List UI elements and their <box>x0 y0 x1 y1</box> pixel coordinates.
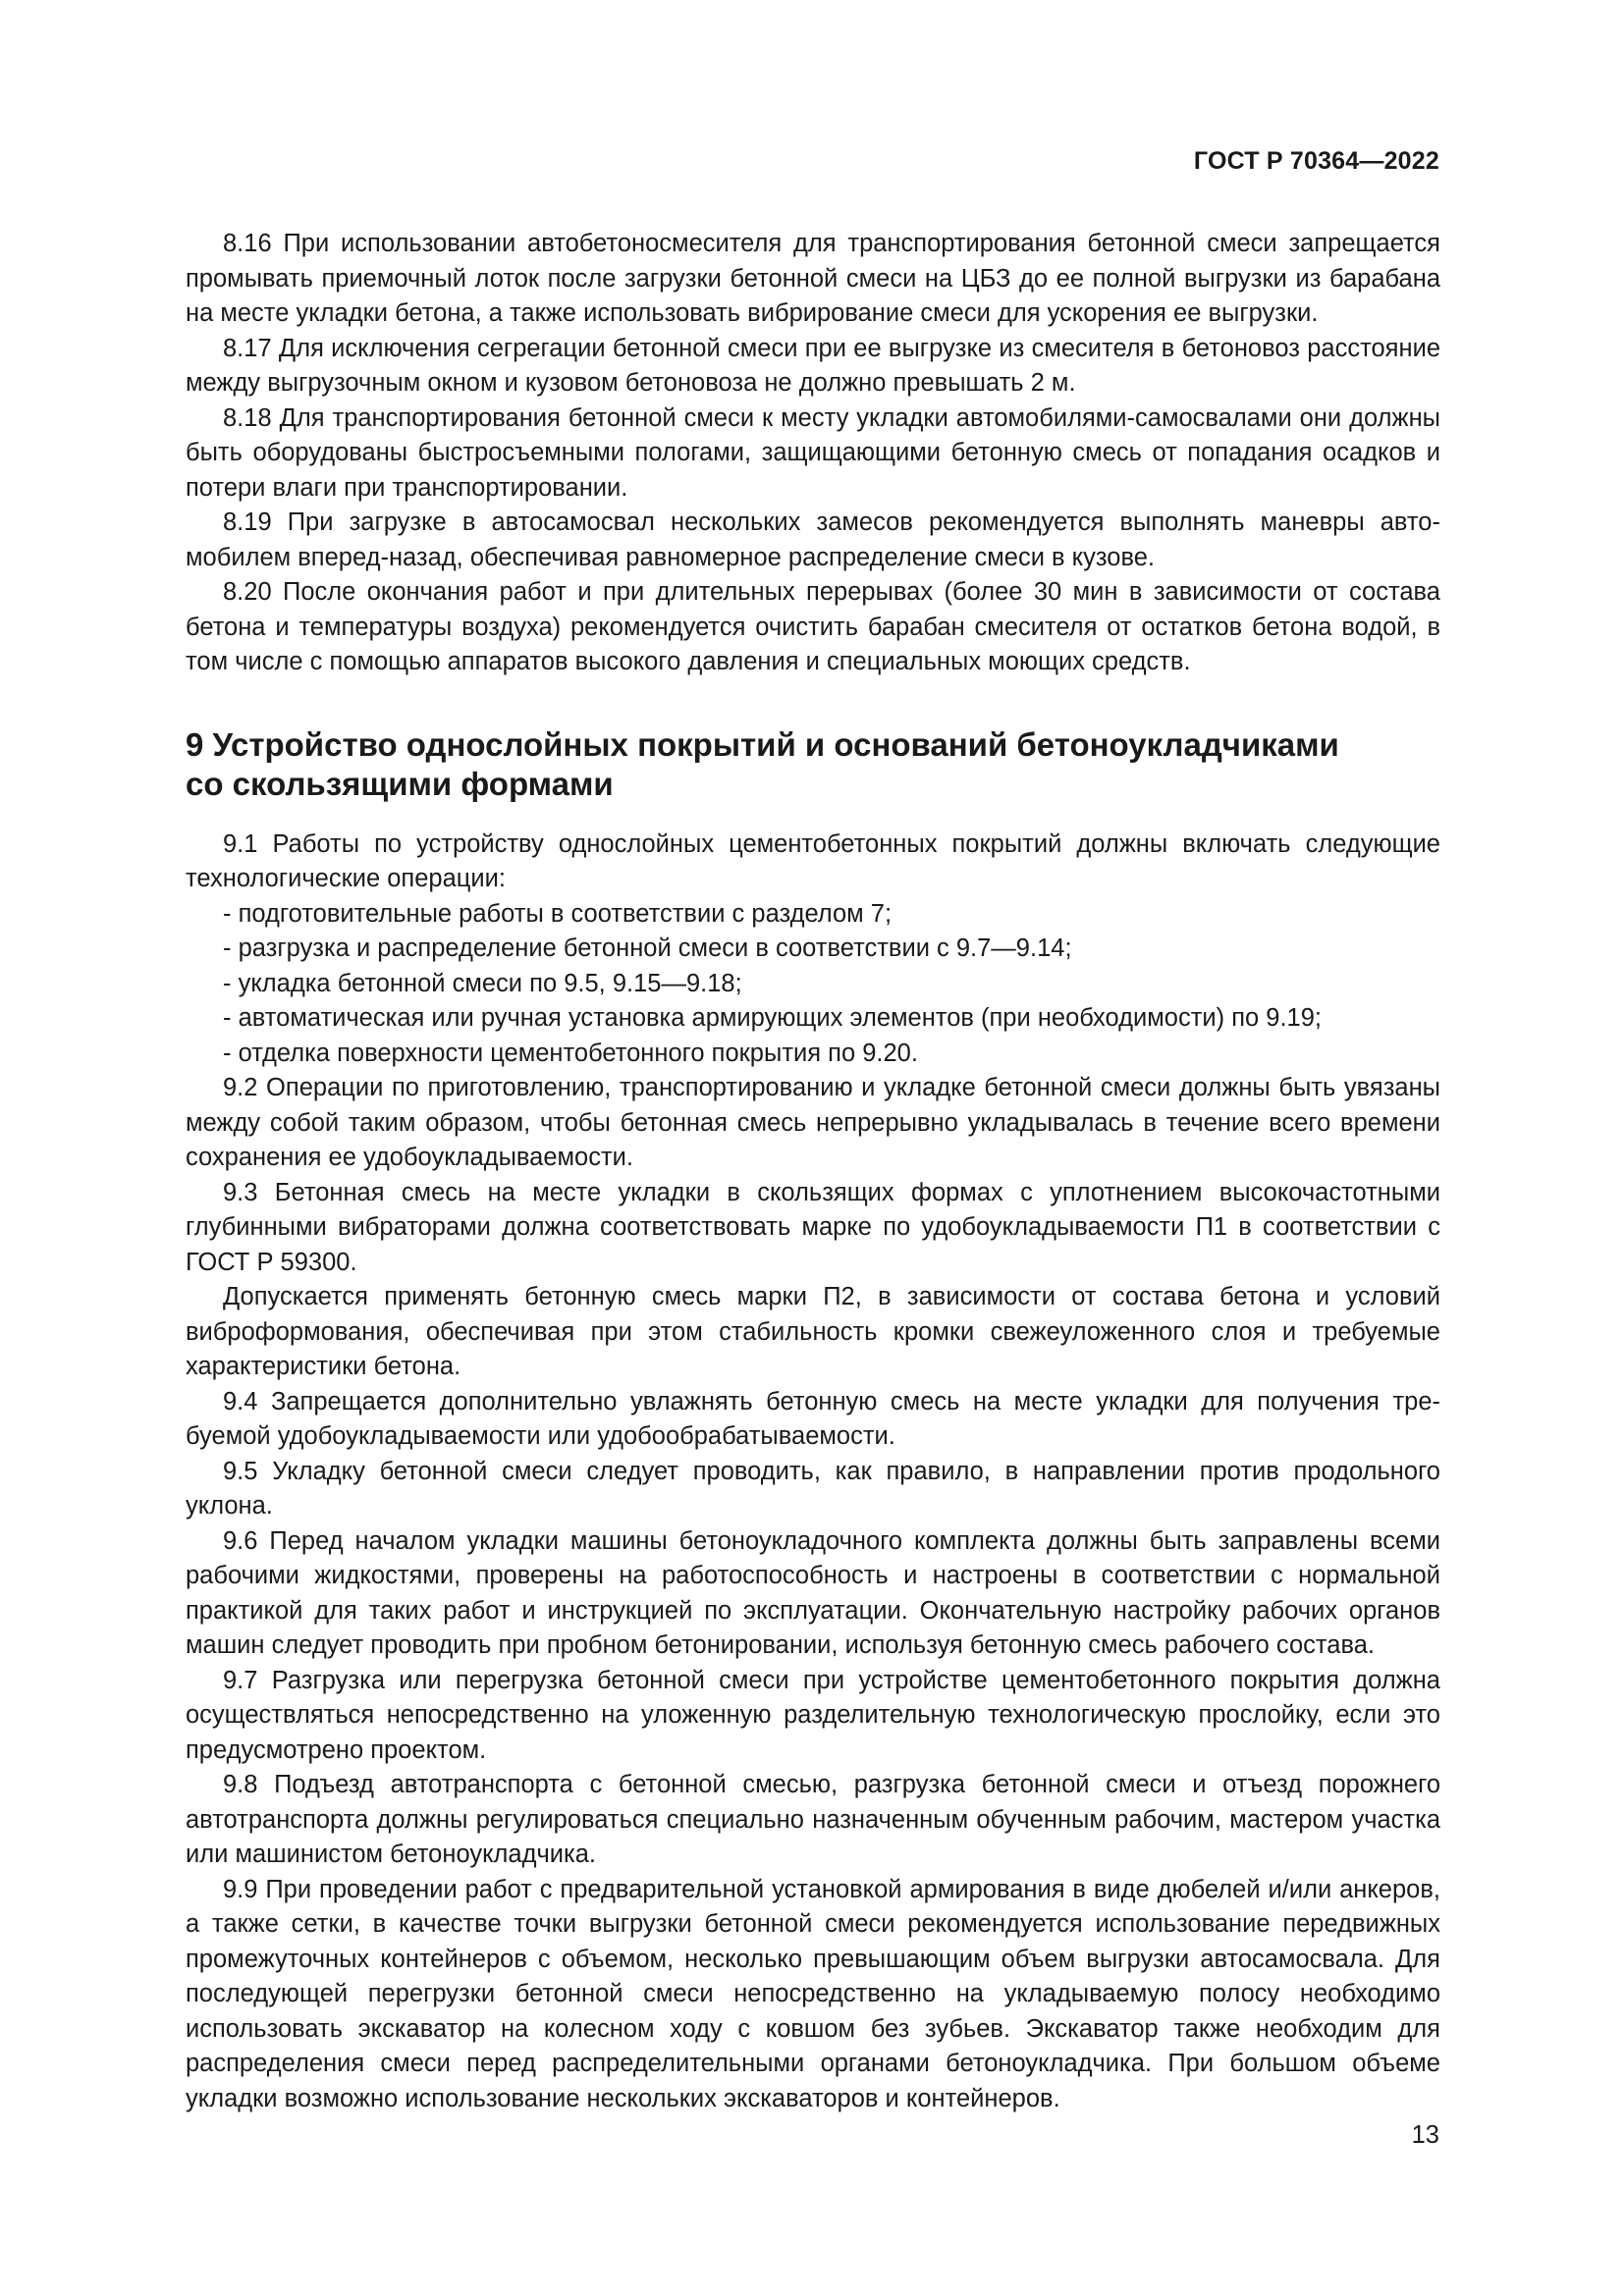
list-item: - подготовительные работы в соответствии с разделом 7; <box>223 899 893 928</box>
paragraph-9-2: 9.2 Операции по приготовлению, транспортированию и укладке бетонной смеси должны быть увязаны между собой таким образом, чтобы бетонная смесь непрерывно укладывалась в течение всего времени сохранения ее удобоукладываемости. <box>186 1074 1440 1171</box>
paragraph-9-3: 9.3 Бетонная смесь на месте укладки в скользящих формах с уплотнением высокочастотными глубинными вибраторами должна соответствовать марке по удобоукладываемости П1 в соответствии с ГОСТ Р 59300. <box>186 1178 1440 1276</box>
paragraph-9-1: 9.1 Работы по устройству однослойных цементобетонных покрытий должны включать следующие технологические операции: <box>186 829 1440 892</box>
list-item: - отделка поверхности цементобетонного покрытия по 9.20. <box>223 1039 918 1067</box>
paragraph-8-16: 8.16 При использовании автобетоносмесителя для транспортирования бетонной смеси запрещается промывать приемочный лоток после загрузки бетонной смеси на ЦБЗ до ее полной выгрузки из барабана на месте укладки бетона, а также использовать вибрирование смеси для ускорения ее выгрузки. <box>186 230 1440 327</box>
paragraph-9-7: 9.7 Разгрузка или перегрузка бетонной смеси при устройстве цементобетонного покрытия должна осуществляться непосредственно на уложенную разделительную технологическую прослойку, если это предусмотрено проектом. <box>186 1666 1440 1764</box>
document-header: ГОСТ Р 70364—2022 <box>1193 147 1439 175</box>
list-item: - разгрузка и распределение бетонной смеси в соответствии с 9.7—9.14; <box>223 934 1072 962</box>
list-item: - укладка бетонной смеси по 9.5, 9.15—9.18; <box>223 969 742 997</box>
section-heading-line-1: 9 Устройство однослойных покрытий и оснований бетоноукладчиками <box>186 725 1339 763</box>
paragraph-8-17: 8.17 Для исключения сегрегации бетонной смеси при ее выгрузке из смесителя в бетоновоз расстояние между выгрузочным окном и кузовом бетоновоза не должно превышать 2 м. <box>186 334 1440 397</box>
section-heading-line-2: со скользящими формами <box>186 765 614 802</box>
list-item: - автоматическая или ручная установка армирующих элементов (при необходимости) по 9.19; <box>223 1004 1322 1032</box>
paragraph-9-4: 9.4 Запрещается дополнительно увлажнять бетонную смесь на месте укладки для получения требуемой удобоукладываемости или удобообрабатываемости. <box>186 1387 1440 1450</box>
page-number: 13 <box>1411 2121 1439 2149</box>
paragraph-8-20: 8.20 После окончания работ и при длительных перерывах (более 30 мин в зависимости от состава бетона и температуры воздуха) рекомендуется очистить барабан смесителя от остатков бетона водой, в том числе с помощью аппаратов высокого давления и специальных моющих средств. <box>186 578 1440 675</box>
paragraph-9-6: 9.6 Перед началом укладки машины бетоноукладочного комплекта должны быть заправлены всеми рабочими жидкостями, проверены на работоспособность и настроены в соответствии с нормальной практикой для таких работ и инструкцией по эксплуатации. Окончательную настройку рабочих органов машин следует проводить при пробном бетонировании, используя бетонную смесь рабочего состава. <box>186 1526 1440 1659</box>
section-heading <box>186 725 1440 804</box>
paragraph-9-5: 9.5 Укладку бетонной смеси следует проводить, как правило, в направлении против продольного уклона. <box>186 1457 1440 1520</box>
paragraph-8-19: 8.19 При загрузке в автосамосвал нескольких замесов рекомендуется выполнять маневры автомобилем вперед-назад, обеспечивая равномерное распределение смеси в кузове. <box>186 508 1440 571</box>
document-body <box>186 227 1440 2116</box>
paragraph-8-18: 8.18 Для транспортирования бетонной смеси к месту укладки автомобилями-самосвалами они должны быть оборудованы быстросъемными пологами, защищающими бетонную смесь от попадания осадков и потери влаги при транспортировании. <box>186 403 1440 502</box>
paragraph-9-3-note: Допускается применять бетонную смесь марки П2, в зависимости от состава бетона и условий виброформования, обеспечивая при этом стабильность кромки свежеуложенного слоя и требуемые характеристики бетона. <box>186 1283 1440 1380</box>
paragraph-9-9: 9.9 При проведении работ с предварительной установкой армирования в виде дюбелей и/или анкеров, а также сетки, в качестве точки выгрузки бетонной смеси рекомендуется использование передвижных промежуточных контейнеров с объемом, несколько превышающим объем выгрузки автосамосвала. Для последующей перегрузки бетонной смеси непосредственно на укладываемую полосу необходимо использовать экскаватор на колесном ходу с ковшом без зубьев. Экскаватор также необходим для распределения смеси перед распределительными органами бетоноукладчика. При большом объеме укладки возможно использование нескольких экскаваторов и контейнеров. <box>186 1875 1440 2112</box>
paragraph-9-8: 9.8 Подъезд автотранспорта с бетонной смесью, разгрузка бетонной смеси и отъезд порожнего автотранспорта должны регулироваться специально назначенным обученным рабочим, мастером участка или машинистом бетоноукладчика. <box>186 1771 1440 1868</box>
